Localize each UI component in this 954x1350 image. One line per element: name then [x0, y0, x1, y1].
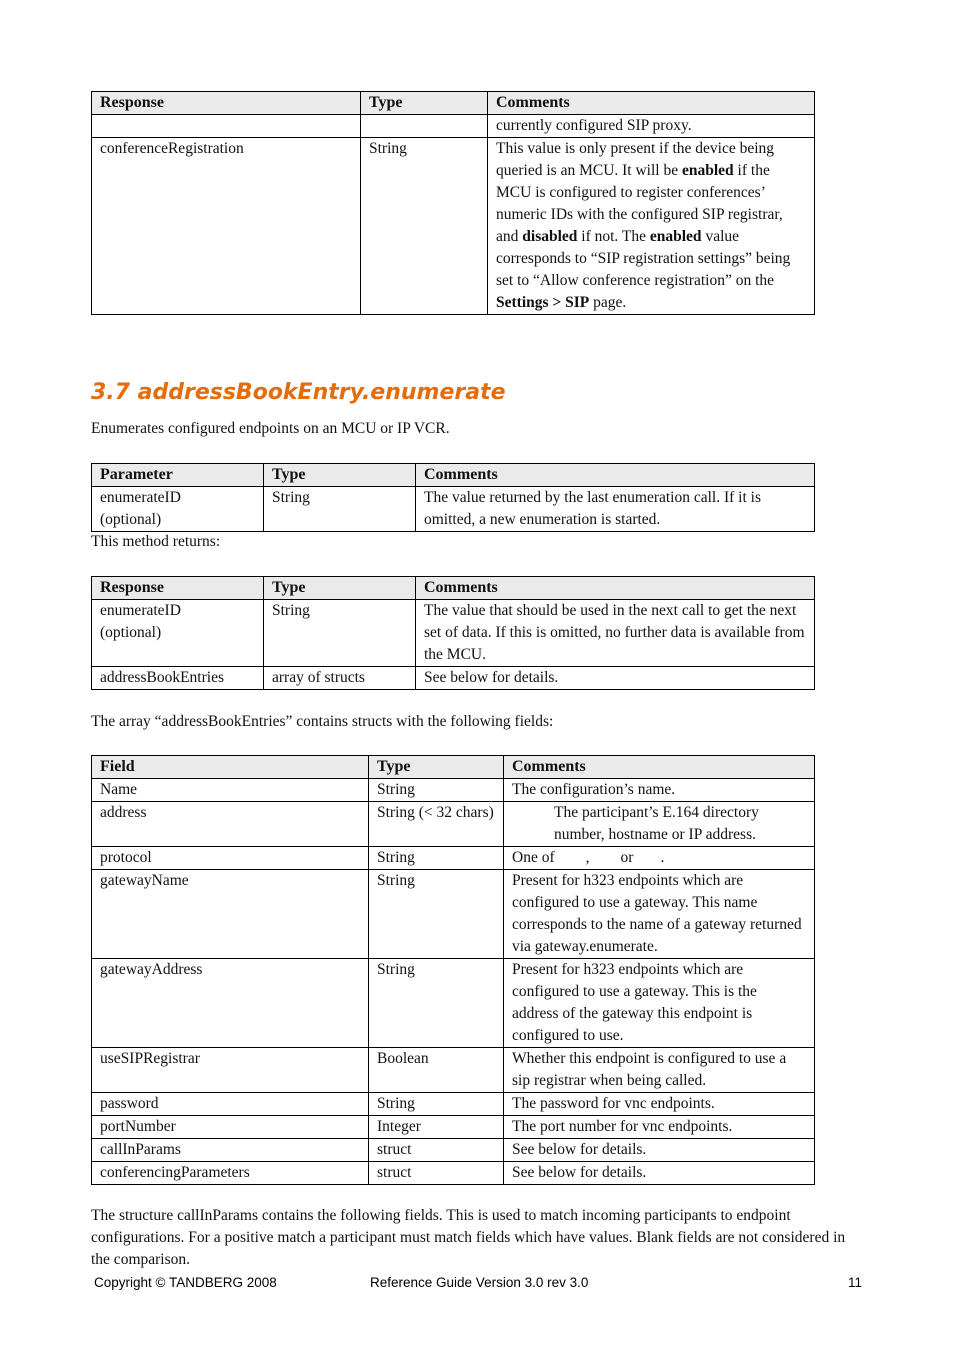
table-header-row	[92, 92, 815, 115]
table-row	[92, 870, 815, 959]
header-type: Type	[264, 577, 416, 600]
response-table-continued	[91, 91, 814, 315]
row-type: String	[369, 870, 504, 959]
row-name: useSIPRegistrar	[92, 1048, 369, 1093]
row-type: struct	[369, 1139, 504, 1162]
row-type: String	[264, 487, 416, 532]
header-comments: Comments	[504, 756, 815, 779]
row-type: String	[369, 1093, 504, 1116]
row-comment: See below for details.	[416, 667, 815, 690]
row-comment: See below for details.	[504, 1139, 815, 1162]
row-type: String	[369, 847, 504, 870]
row-comment: The value returned by the last enumeration call. If it is omitted, a new enumeration is started.	[416, 487, 815, 532]
section-title: 3.7 addressBookEntry.enumerate	[91, 380, 506, 405]
header-field: Field	[92, 756, 369, 779]
table-row	[92, 959, 815, 1048]
header-comments: Comments	[416, 464, 815, 487]
header-type: Type	[361, 92, 488, 115]
returns-text: This method returns:	[91, 533, 221, 550]
row-name: address	[92, 802, 369, 847]
footer-copyright: Copyright © TANDBERG 2008	[94, 1275, 277, 1290]
row-type: Boolean	[369, 1048, 504, 1093]
row-comment: One of , or .	[504, 847, 815, 870]
parameter-table	[91, 463, 814, 532]
header-parameter: Parameter	[92, 464, 264, 487]
table-header-row	[92, 577, 815, 600]
header-response: Response	[92, 92, 361, 115]
row-type: array of structs	[264, 667, 416, 690]
footer-page-number: 11	[848, 1275, 863, 1290]
table-row	[92, 1162, 815, 1185]
row-type: String (< 32 chars)	[369, 802, 504, 847]
row-name: conferenceRegistration	[92, 138, 361, 315]
row-name: gatewayName	[92, 870, 369, 959]
row-type: String	[369, 779, 504, 802]
table-row	[92, 1139, 815, 1162]
closing-paragraph: The structure callInParams contains the following fields. This is used to match incoming participants to endpoint configurations. For a positive match a participant must match fields which have values. Blank fields are not considered in the comparison.	[91, 1207, 846, 1268]
row-name: protocol	[92, 847, 369, 870]
row-comment: Present for h323 endpoints which are configured to use a gateway. This is the address of the gateway this endpoint is configured to use.	[504, 959, 815, 1048]
row-name: password	[92, 1093, 369, 1116]
table-row	[92, 802, 815, 847]
row-comment: The port number for vnc endpoints.	[504, 1116, 815, 1139]
row-comment: Present for h323 endpoints which are configured to use a gateway. This name corresponds to the name of a gateway returned via gateway.enumerate.	[504, 870, 815, 959]
section-intro: Enumerates configured endpoints on an MCU or IP VCR.	[91, 420, 450, 437]
row-comment: currently configured SIP proxy.	[488, 115, 815, 138]
row-comment: The participant’s E.164 directory number, hostname or IP address.	[504, 802, 815, 847]
table-row	[92, 779, 815, 802]
row-type: String	[264, 600, 416, 667]
row-type: String	[361, 138, 488, 315]
response-table	[91, 576, 814, 690]
row-type: struct	[369, 1162, 504, 1185]
row-comment: The value that should be used in the next call to get the next set of data. If this is omitted, no further data is available from the MCU.	[416, 600, 815, 667]
row-comment: This value is only present if the device being queried is an MCU. It will be enabled if the MCU is configured to register conferences’ numeric IDs with the configured SIP registrar, and disabled if not. The enabled value corresponds to “SIP registration settings” being set to “Allow conference registration” on the Settings > SIP page.	[488, 138, 815, 315]
table-row	[92, 115, 815, 138]
header-comments: Comments	[488, 92, 815, 115]
table-header-row	[92, 464, 815, 487]
table-header-row	[92, 756, 815, 779]
row-name: callInParams	[92, 1139, 369, 1162]
row-name: addressBookEntries	[92, 667, 264, 690]
header-type: Type	[369, 756, 504, 779]
row-type: Integer	[369, 1116, 504, 1139]
row-type: String	[369, 959, 504, 1048]
table-row	[92, 667, 815, 690]
row-comment: See below for details.	[504, 1162, 815, 1185]
table-row	[92, 600, 815, 667]
table-row	[92, 847, 815, 870]
table-row	[92, 1093, 815, 1116]
row-comment: Whether this endpoint is configured to use a sip registrar when being called.	[504, 1048, 815, 1093]
table-row	[92, 1048, 815, 1093]
array-text: The array “addressBookEntries” contains structs with the following fields:	[91, 713, 554, 730]
row-name: portNumber	[92, 1116, 369, 1139]
row-name: conferencingParameters	[92, 1162, 369, 1185]
fields-table	[91, 755, 814, 1185]
row-name: Name	[92, 779, 369, 802]
footer-guide-version: Reference Guide Version 3.0 rev 3.0	[370, 1275, 589, 1290]
header-type: Type	[264, 464, 416, 487]
row-comment: The password for vnc endpoints.	[504, 1093, 815, 1116]
table-row	[92, 487, 815, 532]
table-row	[92, 1116, 815, 1139]
row-name: gatewayAddress	[92, 959, 369, 1048]
row-comment: The configuration’s name.	[504, 779, 815, 802]
header-comments: Comments	[416, 577, 815, 600]
table-row	[92, 138, 815, 315]
header-response: Response	[92, 577, 264, 600]
row-name: enumerateID (optional)	[92, 487, 264, 532]
row-name: enumerateID (optional)	[92, 600, 264, 667]
